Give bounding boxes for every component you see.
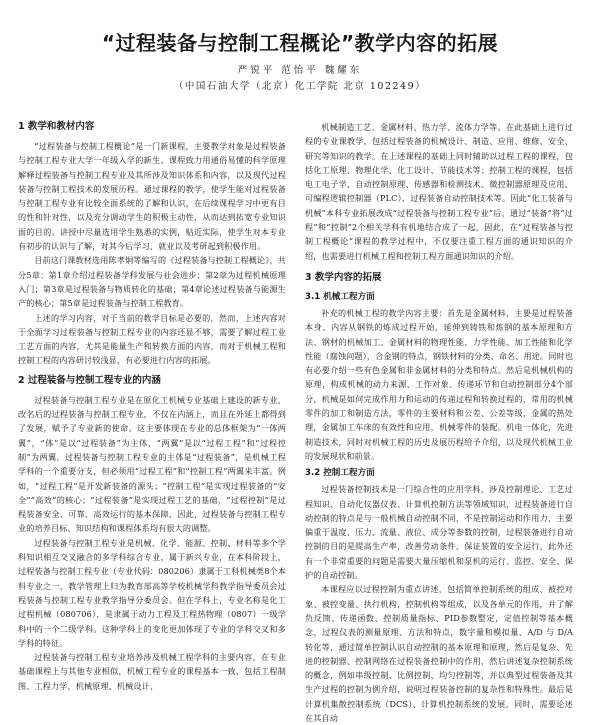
section-3-1-paragraph-1: 补充的机械工程的教学内容主要：首先是金属材料，主要是过程装备本身、内容从钢铁的炼成过程开始，延伸到铸铁和炼钢的基本原理和方法、钢材的机械加工、金属材料的物理性能、力学性能、加工性能和化学性能（腐蚀问题），合金钢的特点，钢铁材料的分类、命名、用途。同时也有必要介绍一些有色金属和非金属材料的分类和特点。然后是机械机构的原理，构成机械的动力来源、工作对象、传递环节和自动控制部分4个部分，机械是如何完成作用力和运动的传递过程和转换过程的，常用的机械零件的加工和制造方法，零件的主要材料和公差、公差等级，金属的热处理，金属加工车床的有效性和应用，机械零件的装配。机电一体化，先进制造技术，同时对机械工程的历史及展历程给予介绍，以及现代机械工业的发展现状和前景。 (305, 307, 573, 461)
paper-title: “过程装备与控制工程概论”教学内容的拓展 (101, 31, 499, 55)
section-1-heading: 1 教学和教材内容 (18, 121, 95, 132)
section-2-heading: 2 过程装备与控制工程专业的内涵 (18, 374, 161, 386)
section-2-paragraph-3: 过程装备与控制工程专业培养涉及机械工程学科的主要内容，在专业基础课程上与其他专业相似，机械工程专业的课程基本一致，包括工程制图、工程力学、机械原理、机械设计、 (18, 652, 286, 691)
section-3-heading: 3 教学内容的拓展 (305, 271, 382, 283)
section-3-2-heading: 3.2 控制工程方面 (305, 468, 375, 479)
paper-affiliation: （中国石油大学（北京）化工学院 北京 102249） (173, 81, 427, 92)
section-2-continued-paragraph: 机械制造工艺、金属材料、热力学、流体力学等。在此基础上进行过程的专业课教学，包括过程装备的机械设计、制造、应用、维修、安全、研究等知识的教学。在上述课程的基础上同时辅助以过程工程的课程，包括化工原理、物理化学、化工设计、节能技术等；控制工程的课程，包括电工电子学、自动控制原理、传感器和检测技术、微控制器原理及应用、可编程逻辑控制器（PLC）、过程装备自动控制技术等。因此“化工装备与机械”本科专业拓展改成“过程装备与控制工程专业”后，通过“装备”将“过程”和“控制”2个相关学科有机地结合成了一起，因此，在“过程装备与控制工程概论”课程的教学过程中，不仅要注重工程方面的通识知识的介绍，也需要进行机械工程和控制工程方面通识知识的介绍。 (305, 122, 573, 261)
section-3-1-heading: 3.1 机械工程方面 (305, 291, 375, 302)
left-column (18, 120, 286, 716)
section-1-paragraph-3: 上述的学习内容，对于当前的教学目标是必要的，然而，上述内容对于全面学习过程装备与控制工程专业的内容还显不够，需要了解过程工业工艺方面的内容，尤其是能量生产和转换方面的内容，而对于机械工程和控制工程的内容研讨较浅显，有必要进行内容的拓展。 (18, 312, 286, 366)
section-3-2-paragraph-2: 本课程应以过程控制为重点讲述，包括简单控制系统的组成、被控对象、被控变量、执行机构，控制机构等组成，以及各单元的作用，并了解负反馈、传递函数、控制质量指标、PID参数整定，定值控制等基本概念，过程仪表的测量原理、方法和特点，数字量和模拟量、A/D 与 D/A 转化等，通过简单控制认识自动控制的基本原理和原理，然后是复杂、先进的控制器、控制网络在过程装备控制中的作用，然后讲述复杂控制系统的概念，例如串级控制、比例控制、均匀控制等，并以典型过程装备及其生产过程的控制为例介绍，说明过程装备控制的复杂性和特殊性。最后是计算机集散控制系统（DCS）、计算机控制系统的发展，同时，需要论述在其自动 (305, 584, 573, 723)
paper-authors: 严锐平 范怡平 魏耀东 (237, 65, 363, 76)
section-3-2-paragraph-1: 过程装备控制技术是一门综合性的应用学科，涉及控制理论、工艺过程知识、自动化仪器仪表、计算机控制方法等领域知识，过程装备进行自动控制的特点是与一般机械自动控制不同，不是控制运动和作用力，主要偏重于温度、压力、流量、液位、成分等参数的控制，过程装备进行自动控制的目的是提高生产率，改善劳动条件，保证装置的安全运行，此外还有一个非常重要的问题是需要大量压缩机和泵机的运行、监控、安全、保护的自动控制。 (305, 484, 573, 581)
right-column (305, 120, 573, 723)
section-1-paragraph-2: 目前这门课教材选用陈孝炯等编写的《过程装备与控制工程概论》，共分5章：第1章介绍过程装备学科发展与社会进步；第2章为过程机械原理入门；第3章是过程装备与物质转化的基础；第4章论述过程装备与能源生产的核心；第5章是过程装备与控制工程教育。 (18, 255, 286, 309)
section-1-paragraph-1: “过程装备与控制工程概论”是一门新课程，主要教学对象是过程装备与控制工程专业大学一年级入学的新生。课程致力用通俗易懂的科学原理解释过程装备与控制工程专业及其所涉及知识体系和内容，以及现代过程装备与控制工程技术的发展历程。通过课程的教学，使学生能对过程装备与控制工程专业有比较全面系统的了解和认识，在后续课程学习中更有目的性和针对性，以及充分调动学生的积极主动性，从而达到拓宽专业知识面的目的。讲授中尽量选用学生熟悉的实例，贴近实际，使学生对本专业有初步的认识与了解，对其今后学习、就业以及考研起到积极作用。 (18, 141, 286, 252)
section-2-paragraph-1: 过程装备与控制工程专业是在原化工机械专业基础上建设的新专业，改名后的过程装备与控制工程专业，不仅在内涵上，而且在外延上都得到了发展，赋予了专业新的使命。这主要体现在专业的总体框架为“一体两翼”，“体”是以“过程装备”为主体，“两翼”是以“过程工程”和“过程控制”为两翼，过程装备与控制工程专业的主体是“过程装备”，是机械工程学科的一个重要分支，但必须用“过程工程”和“控制工程”两翼来丰富。例如，“过程工程”是开发新装备的源头；“控制工程”是实现过程装备的“安全”“高效”的核心；“过程装备”是实现过程工艺的基础，“过程控制”是过程装备安全、可靠、高效运行的基本保障，因此，过程装备与控制工程专业的培养目标、知识结构和课程体系均有很大的调整。 (18, 394, 286, 534)
section-2-paragraph-2: 过程装备与控制工程专业是机械、化学、能源、控制、材料等多个学科知识相互交叉融合的多学科综合专业，属于新兴专业，在本科阶段上，过程装备与控制工程专业（专业代码：080206）隶属于工科机械类8个本科专业之一，教学管理上归为教育部高等学校机械学科教学指导委员会过程装备与控制工程专业教学指导分委员会。但在学科上，专业名称是化工过程机械（080706），是隶属于动力工程及工程热物理（0807）一级学科中的一个二级学科。这种学科上的变化更加体现了专业的学科交叉和多学科的特征。 (18, 537, 286, 648)
